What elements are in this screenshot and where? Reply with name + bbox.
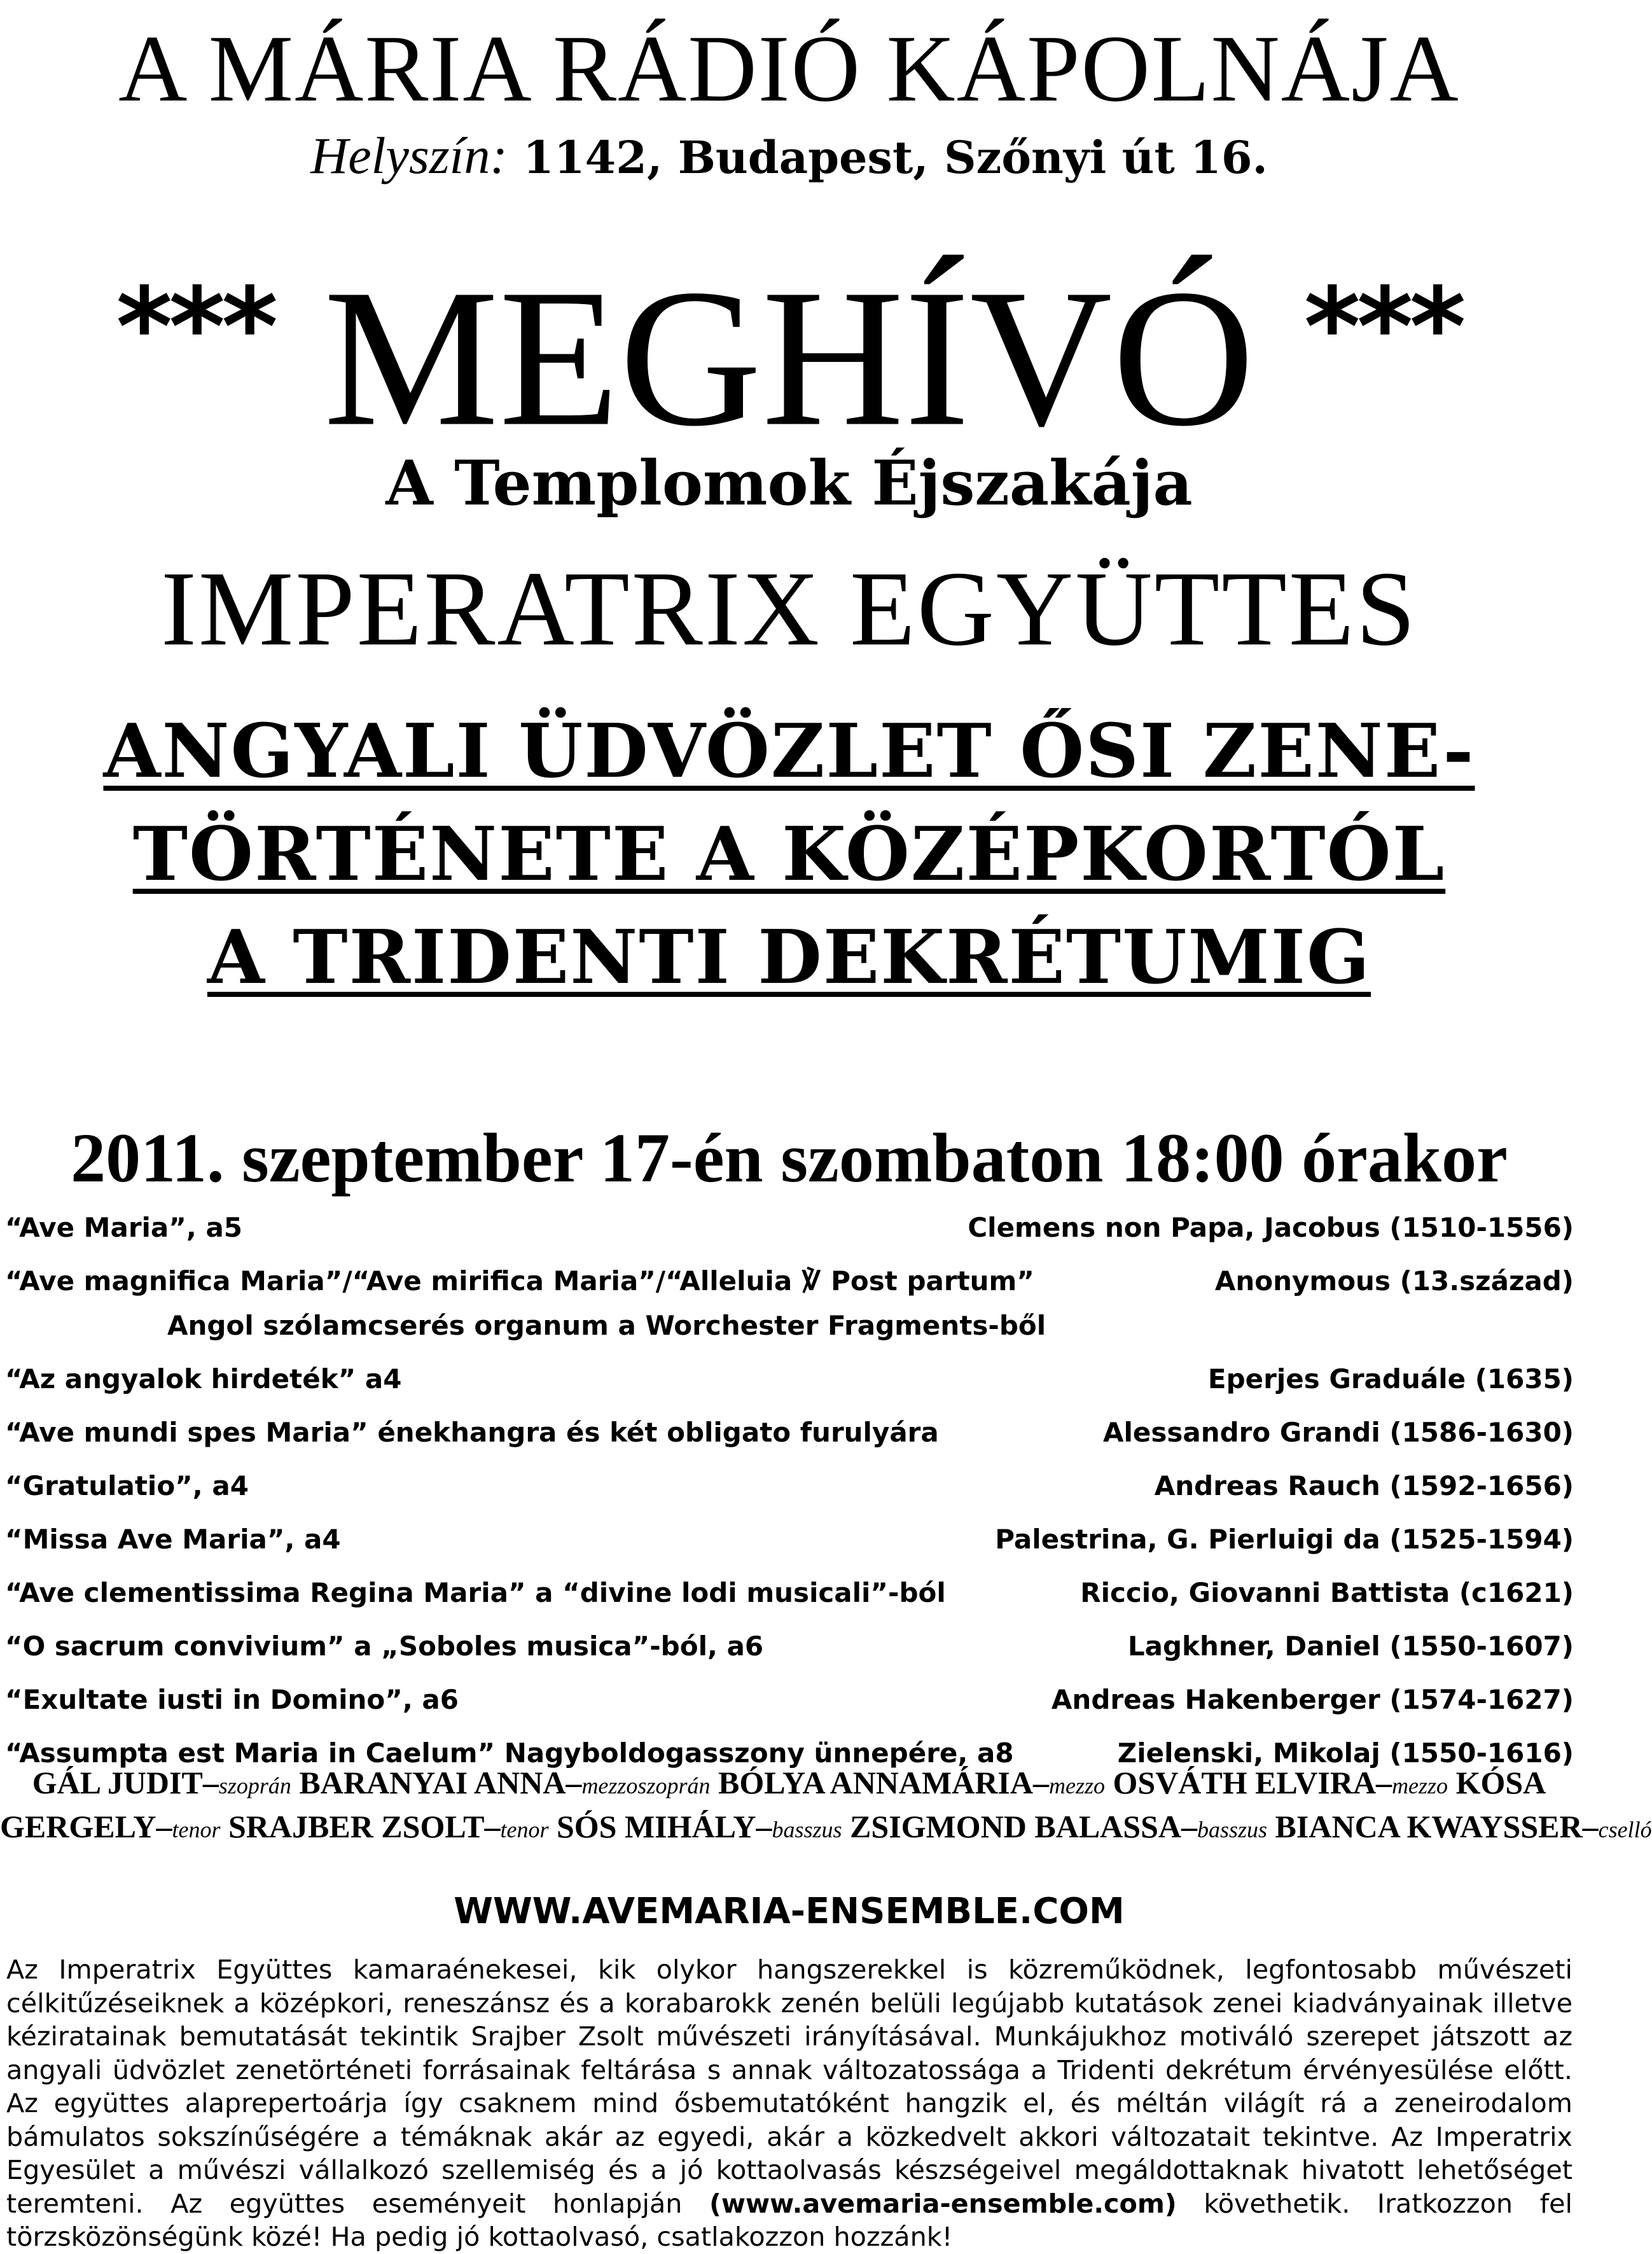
performer-name: ZSIGMOND BALASSA– [842, 1809, 1197, 1844]
ensemble-name: IMPERATRIX EGYÜTTES [161, 550, 1417, 668]
piece-title: “Gratulatio”, a4 [5, 1470, 249, 1501]
performer-role: cselló [1598, 1817, 1652, 1842]
performer-name: SÓS MIHÁLY– [548, 1809, 772, 1844]
piece-title: “Ave magnifica Maria”/“Ave mirifica Maria”/“Alleluia ℣ Post partum” [5, 1265, 1034, 1297]
program-list [5, 1212, 1574, 1791]
website-link[interactable]: WWW.AVEMARIA-ENSEMBLE.COM [454, 1891, 1125, 1932]
performer-name: GERGELY– [0, 1809, 172, 1844]
composer: Andreas Rauch (1592-1656) [1154, 1470, 1574, 1501]
invitation-word: MEGHÍVÓ [323, 249, 1255, 468]
description-link[interactable]: (www.avemaria-ensemble.com) [709, 2188, 1177, 2219]
composer: Clemens non Papa, Jacobus (1510-1556) [968, 1212, 1574, 1243]
composer: Zielenski, Mikolaj (1550-1616) [1117, 1737, 1574, 1769]
venue-address: 1142, Budapest, Szőnyi út 16. [523, 131, 1268, 184]
program-item [5, 1265, 1574, 1363]
event-name: A Templomok Éjszakája [385, 447, 1193, 519]
performer-role: basszus [1197, 1817, 1268, 1842]
concert-theme [0, 700, 1578, 1009]
composer: Alessandro Grandi (1586-1630) [1102, 1417, 1574, 1448]
stars-left: *** [116, 265, 275, 391]
composer: Riccio, Giovanni Battista (c1621) [1080, 1577, 1574, 1608]
program-item [5, 1363, 1574, 1417]
concert-date: 2011. szeptember 17-én szombaton 18:00 órakor [71, 1119, 1508, 1197]
stars-right: *** [1303, 265, 1462, 391]
invitation-heading [0, 219, 1578, 467]
composer: Eperjes Graduále (1635) [1207, 1363, 1574, 1395]
theme-line: TÖRTÉNETE A KÖZÉPKORTÓL [132, 811, 1446, 898]
performer-role: tenor [172, 1817, 221, 1842]
composer: Lagkhner, Daniel (1550-1607) [1127, 1631, 1574, 1662]
program-item [5, 1212, 1574, 1265]
piece-title: “Missa Ave Maria”, a4 [5, 1524, 341, 1555]
description-text-end: követhetik. Iratkozzon fel törzsközönségünk közé! Ha pedig jó kottaolvasó, csatlakozzon hozzánk! [6, 2188, 1572, 2252]
program-item [5, 1577, 1574, 1631]
performer-role: mezzo [1392, 1773, 1448, 1798]
performer-role: mezzoszoprán [581, 1773, 711, 1798]
venue-line [0, 127, 1578, 186]
piece-title: “Ave mundi spes Maria” énekhangra és két obligato furulyára [5, 1417, 939, 1448]
performer-name: BÓLYA ANNAMÁRIA– [710, 1765, 1049, 1800]
program-item [5, 1470, 1574, 1524]
piece-title: “Exultate iusti in Domino”, a6 [5, 1684, 459, 1715]
venue-title: A MÁRIA RÁDIÓ KÁPOLNÁJA [118, 16, 1460, 122]
program-item [5, 1524, 1574, 1577]
performer-name: OSVÁTH ELVIRA– [1105, 1765, 1392, 1800]
performer-role: basszus [772, 1817, 842, 1842]
composer: Anonymous (13.század) [1214, 1265, 1574, 1297]
performer-name: KÓSA [1448, 1765, 1546, 1800]
description-text: Az Imperatrix Együttes kamaraénekesei, kik olykor hangszerekkel is közreműködnek, legfontosabb művészeti célkitűzéseiknek a középkori, reneszánsz és a korabarokk zenén belüli legújabb kutatások zenei kiadványainak illetve kéziratainak bemutatását tekintik Srajber Zsolt művészeti irányításával. Munkájukhoz motiváló szerepet játszott az angyali üdvözlet zenetörténeti forrásainak feltárása s annak változatossága a Tridenti dekrétum érvényesülése előtt. Az együttes alaprepertoárja így csaknem mind ősbemutatóként hangzik el, és méltán világít rá a zeneirodalom bámulatos sokszínűségére a témáknak akár az egyedi, akár a közkedvelt akkori változatait tekintve. Az Imperatrix Egyesület a művészi vállalkozó szellemiség és a jó kottaolvasás készségeivel megáldottaknak hivatott lehetőséget teremteni. Az együttes eseményeit honlapján [6, 1954, 1572, 2219]
piece-title: “Ave Maria”, a5 [5, 1212, 243, 1243]
ensemble-description [6, 1953, 1572, 2254]
composer: Andreas Hakenberger (1574-1627) [1051, 1684, 1574, 1715]
piece-note: Angol szólamcserés organum a Worchester Fragments-ből [167, 1310, 1046, 1341]
theme-line: A TRIDENTI DEKRÉTUMIG [207, 914, 1371, 1001]
theme-line: ANGYALI ÜDVÖZLET ŐSI ZENE- [103, 708, 1475, 795]
piece-title: “Assumpta est Maria in Caelum” Nagyboldogasszony ünnepére, a8 [5, 1737, 1014, 1769]
performer-name: SRAJBER ZSOLT– [220, 1809, 501, 1844]
performer-role: tenor [500, 1817, 549, 1842]
program-item [5, 1417, 1574, 1470]
performer-name: BIANCA KWAYSSER– [1267, 1809, 1599, 1844]
performer-role: szoprán [218, 1773, 291, 1798]
performer-role: mezzo [1049, 1773, 1105, 1798]
performers-list [0, 1762, 1652, 1850]
program-item [5, 1631, 1574, 1684]
piece-title: “Az angyalok hirdeték” a4 [5, 1363, 402, 1395]
performers-line [0, 1806, 1652, 1850]
performer-name: BARANYAI ANNA– [291, 1765, 582, 1800]
performer-name: GÁL JUDIT– [32, 1765, 219, 1800]
venue-label: Helyszín: [310, 127, 508, 184]
performers-line [0, 1762, 1578, 1806]
program-item [5, 1684, 1574, 1737]
piece-title: “O sacrum convivium” a „Soboles musica”-ból, a6 [5, 1631, 764, 1662]
piece-title: “Ave clementissima Regina Maria” a “divine lodi musicali”-ból [5, 1577, 946, 1608]
composer: Palestrina, G. Pierluigi da (1525-1594) [995, 1524, 1574, 1555]
